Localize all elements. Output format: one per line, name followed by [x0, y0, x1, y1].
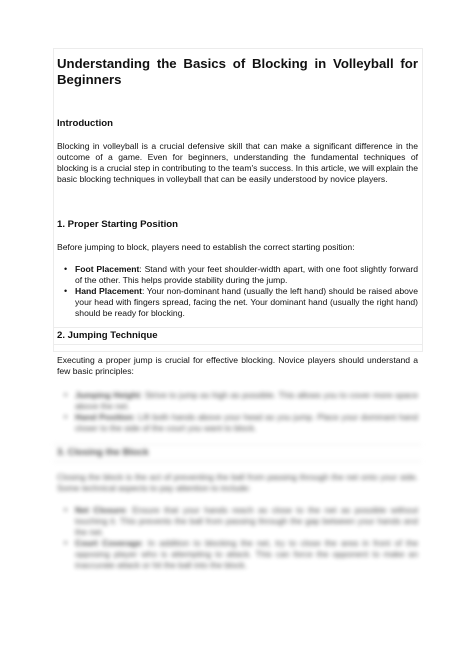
item-term: Hand Placement: [75, 286, 143, 296]
section3-text: Closing the block is the act of preventing the ball from passing through the net onto your side. Some technical aspects to pay attention to include:: [57, 472, 418, 493]
list-item: [75, 286, 418, 319]
list-item: [75, 264, 418, 286]
section1-text: Before jumping to block, players need to establish the correct starting position:: [57, 242, 355, 252]
item-term: Court Coverage: [75, 538, 142, 548]
item-text: : In addition to blocking the net, try to close the area in front of the opposing player who is attempting to attack. This can force the opponent to make an inaccurate attack or hit the ball into the block.: [75, 538, 419, 570]
document-content: [57, 56, 418, 571]
item-text: : Stand with your feet shoulder-width apart, with one foot slightly forward of the other. This helps provide stability during the jump.: [75, 264, 418, 285]
section3-heading-box: [53, 444, 422, 462]
section3-list: [57, 505, 418, 571]
section2-heading-box: [53, 327, 422, 345]
section2-heading: 2. Jumping Technique: [57, 330, 158, 341]
item-term: Foot Placement: [75, 264, 140, 274]
item-text: : Ensure that your hands reach as close to the net as possible without touching it. This prevents the ball from passing through the gap between your hands and the net.: [75, 505, 419, 537]
intro-heading: Introduction: [57, 118, 113, 129]
section2-list: [57, 390, 418, 434]
section3-heading: 3. Closing the Block: [57, 447, 149, 458]
item-term: Net Closure: [75, 505, 126, 515]
section1-list: [57, 264, 418, 319]
list-item: [75, 390, 418, 412]
item-text: : Strive to jump as high as possible. This allows you to cover more space above the net.: [75, 390, 418, 411]
blurred-preview: [57, 390, 418, 571]
item-term: Hand Position: [75, 412, 134, 422]
document-title: Understanding the Basics of Blocking in Volleyball for Beginners: [57, 56, 418, 87]
section1-heading: 1. Proper Starting Position: [57, 219, 179, 230]
list-item: [75, 538, 418, 571]
list-item: [75, 505, 418, 538]
item-term: Jumping Height: [75, 390, 141, 400]
section2-text: Executing a proper jump is crucial for effective blocking. Novice players should understand a few basic principles:: [57, 355, 418, 376]
intro-text: Blocking in volleyball is a crucial defensive skill that can make a significant difference in the outcome of a game. Even for beginners, understanding the fundamental techniques of blocking is a crucial step in contributing to the team's success. In this article, we will explain the basic blocking techniques in volleyball that can be easily understood by novice players.: [57, 141, 418, 184]
list-item: [75, 412, 418, 434]
item-text: : Lift both hands above your head as you jump. Place your dominant hand closer to the side of the court you want to block.: [75, 412, 418, 433]
item-text: : Your non-dominant hand (usually the left hand) should be raised above your head with fingers spread, facing the net. Your dominant hand (usually the right hand) should be ready for blocking.: [75, 286, 418, 318]
